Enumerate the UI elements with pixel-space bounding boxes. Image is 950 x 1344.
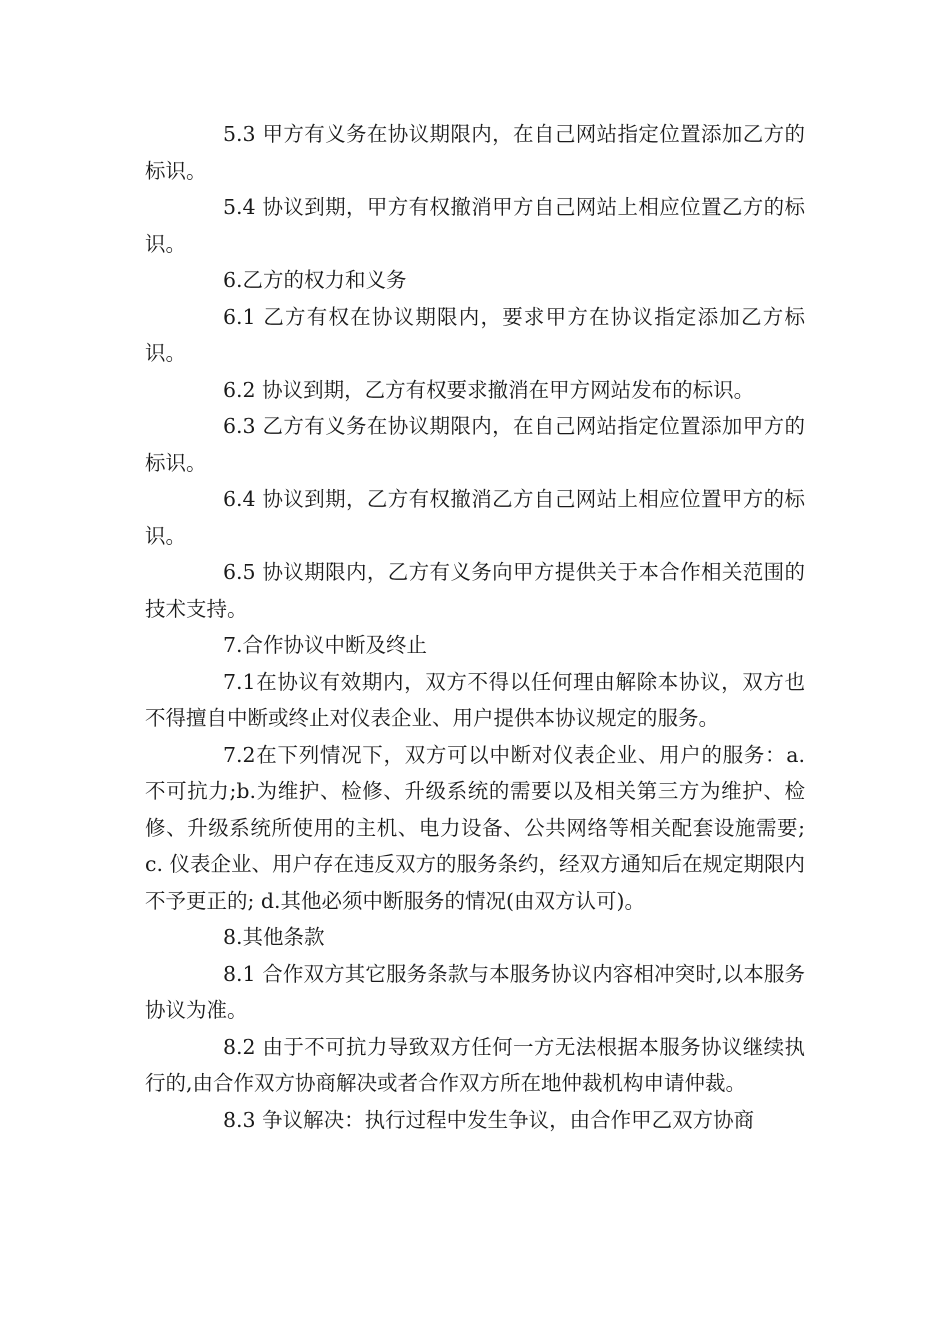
- paragraph-8-2: 8.2 由于不可抗力导致双方任何一方无法根据本服务协议继续执行的,由合作双方协商解决或者合作双方所在地仲裁机构申请仲裁。: [145, 1034, 805, 1095]
- document-body: [145, 116, 805, 1138]
- paragraph-6-5: 6.5 协议期限内，乙方有义务向甲方提供关于本合作相关范围的技术支持。: [145, 560, 805, 621]
- section-heading-6: 6.乙方的权力和义务: [223, 268, 407, 292]
- paragraph-8-3: 8.3 争议解决：执行过程中发生争议，由合作甲乙双方协商: [223, 1107, 755, 1132]
- section-heading-8: 8.其他条款: [223, 925, 325, 949]
- paragraph-6-3: 6.3 乙方有义务在协议期限内，在自己网站指定位置添加甲方的标识。: [145, 414, 805, 475]
- paragraph-5-4: 5.4 协议到期，甲方有权撤消甲方自己网站上相应位置乙方的标识。: [145, 195, 805, 256]
- paragraph-7-1: 7.1在协议有效期内，双方不得以任何理由解除本协议，双方也不得擅自中断或终止对仪表企业、用户提供本协议规定的服务。: [145, 669, 805, 730]
- paragraph-6-4: 6.4 协议到期，乙方有权撤消乙方自己网站上相应位置甲方的标识。: [145, 487, 805, 548]
- paragraph-7-2: 7.2在下列情况下，双方可以中断对仪表企业、用户的服务：a.不可抗力;b.为维护、检修、升级系统的需要以及相关第三方为维护、检修、升级系统所使用的主机、电力设备、公共网络等相关配套设施需要;c. 仪表企业、用户存在违反双方的服务条约，经双方通知后在规定期限内不予更正的; d.其他必须中断服务的情况(由双方认可)。: [145, 742, 806, 913]
- paragraph-8-1: 8.1 合作双方其它服务条款与本服务协议内容相冲突时,以本服务协议为准。: [145, 961, 805, 1022]
- paragraph-6-2: 6.2 协议到期，乙方有权要求撤消在甲方网站发布的标识。: [223, 377, 755, 402]
- paragraph-6-1: 6.1 乙方有权在协议期限内，要求甲方在协议指定添加乙方标识。: [145, 304, 805, 365]
- section-heading-7: 7.合作协议中断及终止: [223, 633, 428, 657]
- paragraph-5-3: 5.3 甲方有义务在协议期限内，在自己网站指定位置添加乙方的标识。: [145, 122, 805, 183]
